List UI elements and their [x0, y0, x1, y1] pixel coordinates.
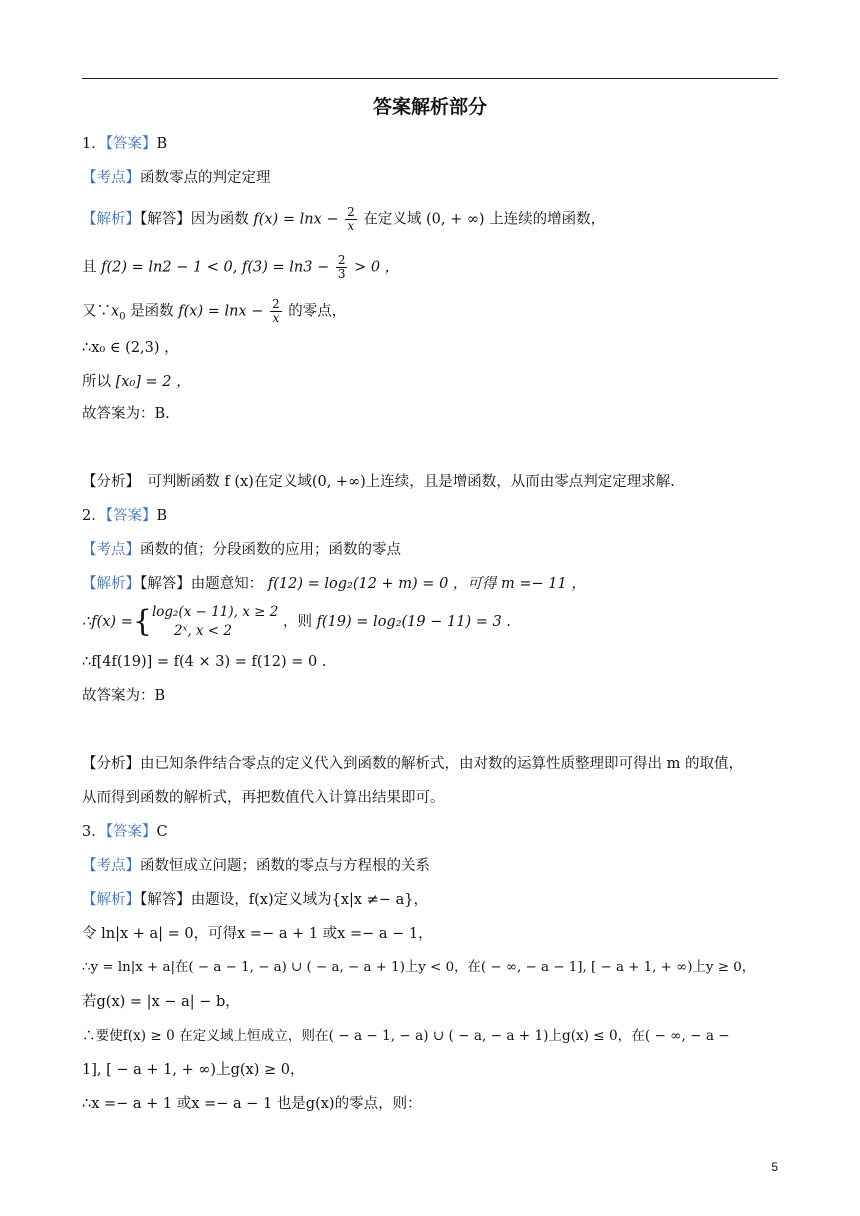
- q2-formula: f(12) = log₂(12 + m) = 0 ，可得: [267, 576, 497, 592]
- q1-text: 因为函数: [190, 211, 249, 228]
- q1-formula: f(x) = lnx −: [178, 303, 269, 320]
- answer-tag: 【答案】: [105, 136, 157, 152]
- q2-analysis-line2: [82, 603, 511, 641]
- q1-fraction: [336, 254, 348, 281]
- q3-point-line: [82, 856, 430, 876]
- fraction-denominator: 3: [337, 267, 346, 281]
- fraction-numerator: 2: [272, 297, 280, 311]
- q3-answer: C: [156, 824, 168, 840]
- q1-point-line: [82, 168, 271, 188]
- q2-analysis-line3: ∴f[4f(19)] = f(4 × 3) = f(12) = 0 .: [82, 654, 327, 670]
- q3-analysis-line2: 令 ln|x + a| = 0，可得x =− a + 1 或x =− a − 1，: [82, 926, 433, 942]
- q1-var: x: [111, 303, 120, 320]
- q3-point: 函数恒成立问题；函数的零点与方程根的关系: [140, 858, 430, 874]
- q1-conclusion: 故答案为：B.: [82, 406, 170, 422]
- q2-answer: B: [156, 508, 168, 524]
- q2-number: 2．: [82, 508, 106, 524]
- q2-answer-line: [82, 506, 167, 526]
- q3-analysis-line5: ∴要使f(x) ≥ 0 在定义域上恒成立，则在( − a − 1, − a) ∪ ( − a, − a + 1)上g(x) ≤ 0，在( − ∞, − a −: [82, 1028, 730, 1044]
- q1-analysis-line5: [82, 372, 191, 392]
- q2-fenxi-line2: 从而得到函数的解析式，再把数值代入计算出结果即可。: [82, 790, 445, 806]
- fraction-denominator: x: [347, 219, 355, 233]
- solve-tag: 【解答】: [140, 576, 191, 592]
- q1-analysis-line2: [82, 254, 399, 281]
- fraction-numerator: 2: [347, 205, 355, 219]
- q1-number: 1．: [82, 136, 106, 152]
- q3-analysis-line7: ∴x =− a + 1 或x =− a − 1 也是g(x)的零点，则：: [82, 1096, 422, 1112]
- piecewise-cases: [152, 603, 278, 641]
- q1-text: 在定义域: [363, 211, 422, 228]
- q1-interval: (0, + ∞): [425, 211, 485, 228]
- q1-fraction: [270, 298, 282, 325]
- q1-analysis-line4: ∴x₀ ∈ (2,3) ，: [82, 340, 179, 356]
- q2-point: 函数的值；分段函数的应用；函数的零点: [140, 542, 401, 558]
- q2-text: ，则: [282, 614, 312, 630]
- fenxi-tag: 【分析】: [82, 756, 140, 772]
- q1-formula: f(2) = ln2 − 1 < 0, f(3) = ln3 −: [101, 259, 334, 276]
- q2-conclusion: 故答案为：B: [82, 688, 166, 704]
- q2-fenxi: 由已知条件结合零点的定义代入到函数的解析式，由对数的运算性质整理即可得出 m 的取值，: [140, 756, 743, 772]
- fraction-numerator: 2: [337, 253, 346, 267]
- q1-text: 又∵: [82, 303, 111, 320]
- q1-formula-x: x −: [313, 211, 344, 228]
- solve-tag: 【解答】: [140, 892, 191, 908]
- q2-text: 由题意知：: [190, 576, 264, 592]
- point-tag: 【考点】: [82, 858, 140, 874]
- q1-answer-line: [82, 134, 167, 154]
- q1-formula: f(x) = ln: [253, 211, 314, 228]
- q1-analysis-line3: [82, 298, 346, 327]
- header-rule: [82, 78, 778, 79]
- q1-fraction: [345, 206, 357, 233]
- q3-analysis-line1: [82, 890, 428, 910]
- q1-fenxi: 可判断函数 f (x)在定义域(0, +∞)上连续，且是增函数，从而由零点判定定理求解.: [147, 474, 675, 490]
- q2-analysis-line1: [82, 574, 586, 594]
- q2-point-line: [82, 540, 401, 560]
- answer-tag: 【答案】: [105, 824, 157, 840]
- page-number: 5: [771, 1160, 778, 1174]
- q1-point: 函数零点的判定定理: [140, 170, 271, 186]
- point-tag: 【考点】: [82, 170, 140, 186]
- q3-answer-line: [82, 822, 168, 842]
- q3-text: 由题设，f(x)定义域为{x|x ≠− a}，: [190, 892, 428, 908]
- q1-text: 上连续的增函数，: [489, 211, 606, 228]
- q3-analysis-line3: ∴y = ln|x + a|在( − a − 1, − a) ∪ ( − a, − a + 1)上y < 0，在( − ∞, − a − 1], [ − a + 1, + ∞)上y ≥ 0，: [82, 960, 756, 975]
- q1-fenxi-line: [82, 472, 675, 492]
- q2-formula: m =− 11 ，: [501, 576, 586, 592]
- q2-fenxi-line1: [82, 754, 743, 774]
- page-title: 答案解析部分: [372, 96, 487, 118]
- q1-subscript: 0: [119, 311, 126, 323]
- q2-formula: f(19) = log₂(19 − 11) = 3 .: [316, 614, 511, 630]
- analysis-tag: 【解析】: [82, 211, 140, 228]
- q1-text: 所以: [82, 374, 111, 390]
- fraction-denominator: x: [272, 311, 280, 325]
- case-1: log₂(x − 11), x ≥ 2: [151, 604, 279, 620]
- q1-answer: B: [156, 136, 168, 152]
- answer-tag: 【答案】: [105, 508, 157, 524]
- left-brace: {: [132, 604, 152, 639]
- q3-analysis-line6: 1], [ − a + 1, + ∞)上g(x) ≥ 0，: [82, 1062, 305, 1078]
- q1-text: 且: [82, 259, 97, 276]
- analysis-tag: 【解析】: [82, 576, 140, 592]
- q2-formula: ∴f(x) =: [82, 614, 133, 630]
- solve-tag: 【解答】: [140, 211, 191, 228]
- fenxi-tag: 【分析】: [82, 474, 133, 490]
- q1-text: 是函数: [130, 303, 174, 320]
- q1-analysis-line1: [82, 206, 605, 233]
- point-tag: 【考点】: [82, 542, 140, 558]
- q3-analysis-line4: 若g(x) = |x − a| − b，: [82, 994, 240, 1010]
- analysis-tag: 【解析】: [82, 892, 140, 908]
- q1-formula: [x₀] = 2 ，: [115, 374, 191, 390]
- q1-formula: > 0 ，: [349, 259, 400, 276]
- case-2: 2ˣ, x < 2: [173, 623, 232, 639]
- q3-number: 3．: [82, 824, 106, 840]
- q1-text: 的零点，: [288, 303, 347, 320]
